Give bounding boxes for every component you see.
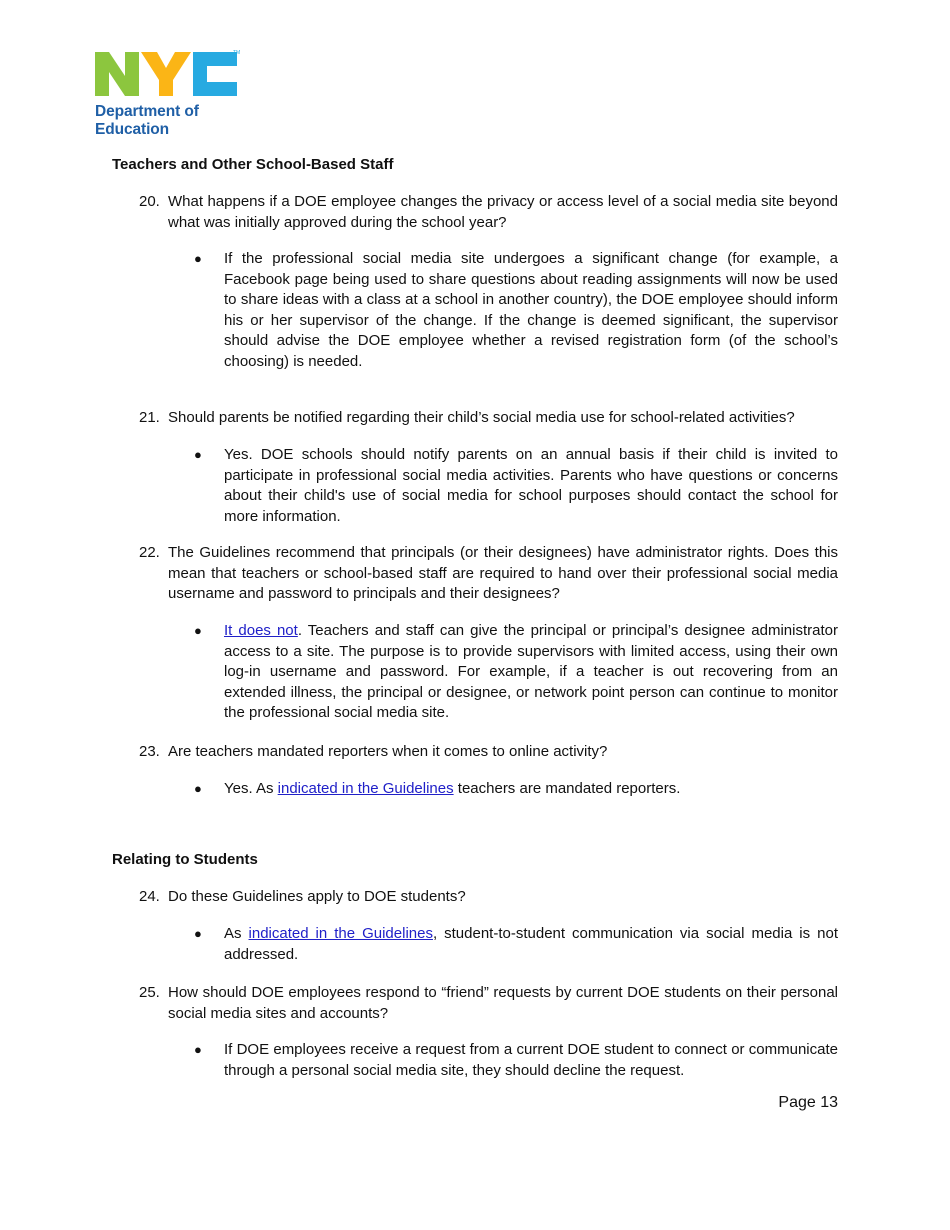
question-24: [139, 887, 838, 908]
question-22: [139, 543, 838, 605]
answer-20: [194, 249, 838, 373]
bullet-icon: ●: [194, 781, 202, 796]
bullet-icon: ●: [194, 447, 202, 462]
answer-text: [224, 621, 838, 724]
question-text: Do these Guidelines apply to DOE students?: [168, 888, 466, 905]
page-number: Page 13: [778, 1094, 838, 1111]
answer-text: If DOE employees receive a request from a current DOE student to connect or communicate through a personal social media site, they should decline the request.: [224, 1041, 838, 1079]
bullet-icon: ●: [194, 251, 202, 266]
answer-text-pre: As: [224, 925, 249, 942]
question-number: 23.: [139, 743, 160, 760]
answer-text-rest: . Teachers and staff can give the principal or principal’s designee administrator access to a site. The purpose is to provide supervisors with limited access, using their own log-in username and password. For example, if a teacher is out recovering from an extended illness, the principal or designee, or network point person can continue to monitor the professional social media site.: [224, 622, 838, 722]
answer-text-pre: Yes. As: [224, 780, 278, 797]
logo-line-1: Department of: [95, 103, 199, 120]
answer-text-post: teachers are mandated reporters.: [453, 780, 681, 797]
question-number: 25.: [139, 984, 160, 1001]
question-text: What happens if a DOE employee changes the privacy or access level of a social media site beyond what was initially approved during the school year?: [168, 193, 838, 231]
answer-text: Yes. DOE schools should notify parents on an annual basis if their child is invited to participate in professional social media activities. Parents who have questions or concerns about their child's use of social media for school purposes should contact the school for more information.: [224, 446, 838, 525]
link-indicated-in-guidelines[interactable]: indicated in the Guidelines: [277, 780, 454, 797]
bullet-icon: ●: [194, 623, 202, 638]
question-number: 22.: [139, 544, 160, 561]
question-text: How should DOE employees respond to “friend” requests by current DOE students on their personal social media sites and accounts?: [168, 984, 838, 1022]
link-it-does-not[interactable]: It does not: [224, 622, 298, 639]
question-20: [139, 192, 838, 233]
answer-text-post: , student-to-student communication via social media is not addressed.: [224, 925, 838, 963]
question-text: The Guidelines recommend that principals (or their designees) have administrator rights. Does this mean that teachers or school-based staff are required to hand over their professional social media username and password to principals and their designees?: [168, 544, 838, 603]
link-indicated-in-guidelines[interactable]: indicated in the Guidelines: [248, 925, 433, 942]
bullet-icon: ●: [194, 1042, 202, 1057]
question-25: [139, 983, 838, 1024]
svg-text:TM: TM: [233, 50, 241, 56]
bullet-icon: ●: [194, 926, 202, 941]
answer-text: [224, 924, 838, 965]
answer-24: [194, 924, 838, 965]
question-23: [139, 742, 838, 763]
answer-text: [224, 779, 838, 800]
question-number: 21.: [139, 409, 160, 426]
question-text: Should parents be notified regarding their child’s social media use for school-related activities?: [168, 409, 795, 426]
answer-21: [194, 445, 838, 527]
nyc-logo-mark: [93, 48, 241, 102]
question-21: [139, 408, 838, 429]
answer-23: [194, 779, 838, 800]
answer-text: If the professional social media site undergoes a significant change (for example, a Facebook page being used to share questions about reading assignments will now be used to share ideas with a class at a school in another country), the DOE employee should inform his or her supervisor of the change. If the change is deemed significant, the supervisor should advise the DOE employee whether a revised registration form (of the school’s choosing) is needed.: [224, 250, 838, 370]
answer-22: [194, 621, 838, 724]
section-heading-students: Relating to Students: [112, 851, 258, 868]
question-number: 24.: [139, 888, 160, 905]
section-heading-teachers: Teachers and Other School-Based Staff: [112, 156, 394, 173]
nyc-doe-logo: [93, 48, 243, 140]
logo-line-2: Education: [95, 121, 170, 138]
answer-25: [194, 1040, 838, 1081]
question-number: 20.: [139, 193, 160, 210]
question-text: Are teachers mandated reporters when it comes to online activity?: [168, 743, 608, 760]
